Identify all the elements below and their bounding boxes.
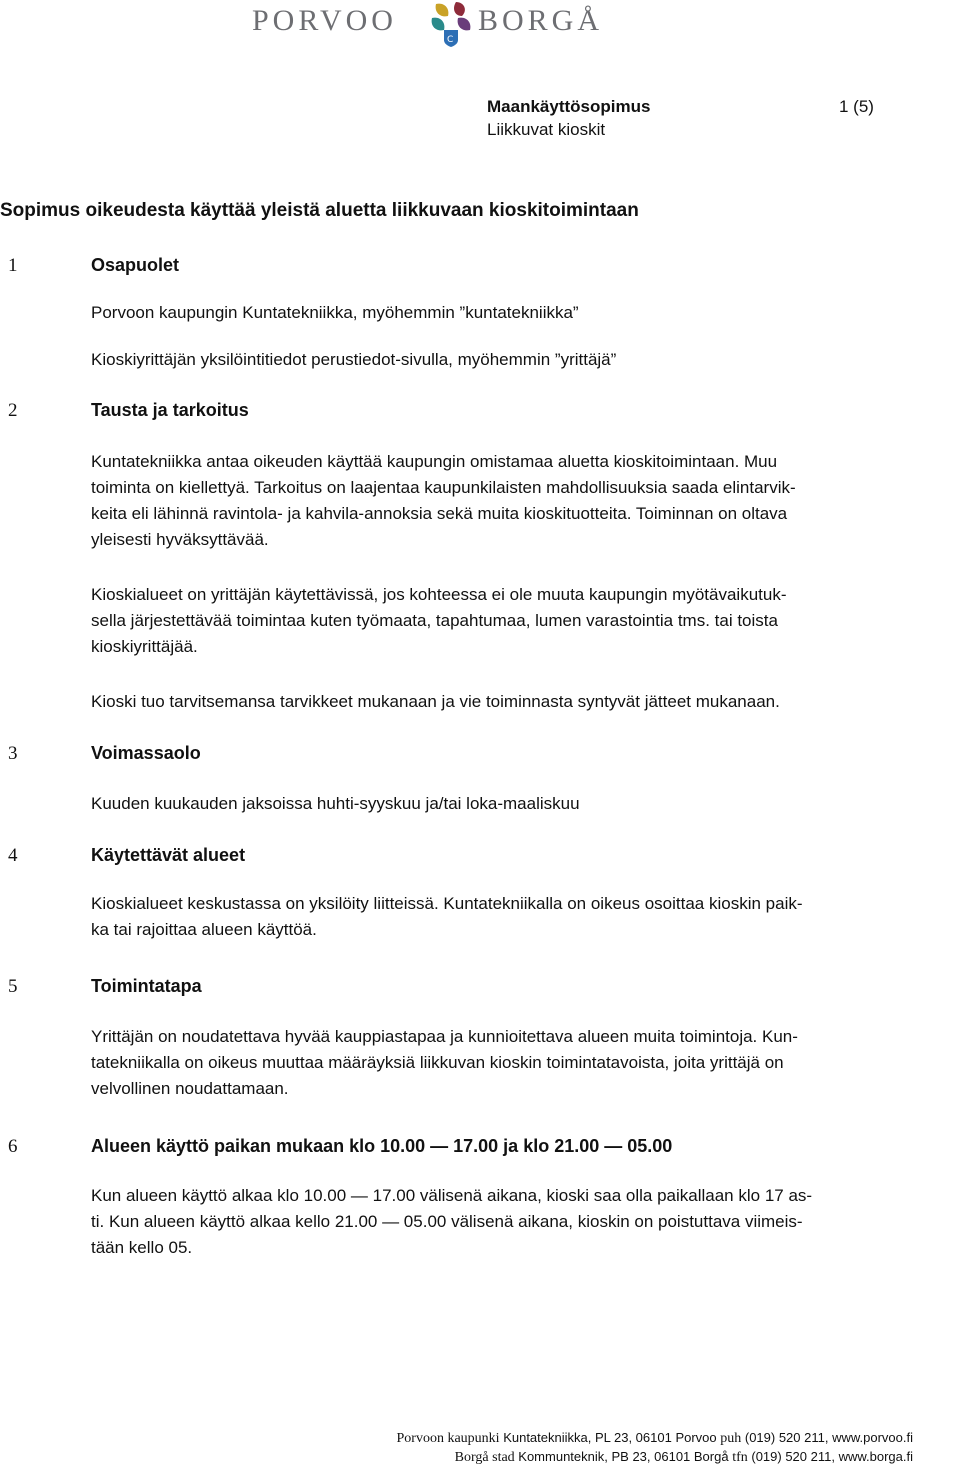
footer-org-sv: Borgå stad <box>454 1450 515 1465</box>
page-number: 1 (5) <box>839 97 874 116</box>
section-number: 6 <box>8 1136 18 1157</box>
section-number: 5 <box>8 976 18 997</box>
text-line: Kioskiyrittäjän yksilöintitiedot perustiedot-sivulla, myöhemmin ”yrittäjä” <box>91 350 617 369</box>
text-line: toiminta on kiellettyä. Tarkoitus on laajentaa kaupunkilaisten mahdollisuuksia saada elintarvik- <box>91 478 796 497</box>
paragraph <box>91 689 941 715</box>
footer-phone-label-sv: tfn <box>732 1450 748 1465</box>
paragraph <box>91 791 941 817</box>
svg-text:C: C <box>447 35 454 45</box>
paragraph <box>91 347 941 373</box>
footer-line-sv <box>455 1449 913 1466</box>
paragraph <box>91 582 941 660</box>
text-line: tään kello 05. <box>91 1238 193 1257</box>
text-line: sella järjestettävää toimintaa kuten työmaata, tapahtumaa, lumen varastointia tms. tai toista <box>91 611 778 630</box>
document-title: Maankäyttösopimus <box>487 97 651 116</box>
city-emblem-icon <box>424 0 478 48</box>
text-line: ka tai rajoittaa alueen käyttöä. <box>91 920 317 939</box>
footer-address-sv: Kommunteknik, PB 23, 06101 Borgå <box>514 1449 733 1464</box>
text-line: Yrittäjän on noudatettava hyvää kauppiastapaa ja kunnioitettava alueen muita toimintoja. Kun- <box>91 1027 798 1046</box>
paragraph <box>91 1183 941 1261</box>
paragraph <box>91 300 941 326</box>
footer-contact-fi: (019) 520 211, www.porvoo.fi <box>741 1430 913 1445</box>
text-line: Kioskialueet keskustassa on yksilöity liitteissä. Kuntatekniikalla on oikeus osoittaa kioskin paik- <box>91 894 803 913</box>
footer-contact-sv: (019) 520 211, www.borga.fi <box>747 1449 913 1464</box>
section-title: Voimassaolo <box>91 743 201 763</box>
section-title: Tausta ja tarkoitus <box>91 400 249 420</box>
footer-phone-label-fi: puh <box>720 1431 742 1446</box>
section-title: Toimintatapa <box>91 976 202 996</box>
text-line: velvollinen noudattamaan. <box>91 1079 289 1098</box>
text-line: Porvoon kaupungin Kuntatekniikka, myöhemmin ”kuntatekniikka” <box>91 303 579 322</box>
text-line: Kioski tuo tarvitsemansa tarvikkeet mukanaan ja vie toiminnasta syntyvät jätteet mukanaan. <box>91 692 780 711</box>
text-line: tatekniikalla on oikeus muuttaa määräyksiä liikkuvan kioskin toimintatavoista, joita yrittäjä on <box>91 1053 784 1072</box>
text-line: yleisesti hyväksyttävää. <box>91 530 269 549</box>
section-number: 3 <box>8 743 18 764</box>
logo-text-porvoo: PORVOO <box>252 4 397 37</box>
paragraph <box>91 449 941 553</box>
text-line: Kun alueen käyttö alkaa klo 10.00 — 17.00 välisenä aikana, kioski saa olla paikallaan klo 17 as- <box>91 1186 813 1205</box>
footer-address-fi: Kuntatekniikka, PL 23, 06101 Porvoo <box>499 1430 721 1445</box>
porvoo-borga-logo <box>248 0 628 48</box>
section-title: Alueen käyttö paikan mukaan klo 10.00 — 17.00 ja klo 21.00 — 05.00 <box>91 1136 673 1156</box>
section-number: 4 <box>8 845 18 866</box>
document-subtitle: Liikkuvat kioskit <box>487 120 606 139</box>
text-line: Kuuden kuukauden jaksoissa huhti-syyskuu ja/tai loka-maaliskuu <box>91 794 580 813</box>
text-line: keita eli lähinnä ravintola- ja kahvila-annoksia sekä muita kioskituotteita. Toiminnan on oltava <box>91 504 788 523</box>
section-title: Käytettävät alueet <box>91 845 246 865</box>
text-line: Kioskialueet on yrittäjän käytettävissä, jos kohteessa ei ole muuta kaupungin myötävaikutuk- <box>91 585 787 604</box>
logo-text-borga: BORGÅ <box>478 4 604 37</box>
text-line: ti. Kun alueen käyttö alkaa kello 21.00 — 05.00 välisenä aikana, kioskin on poistuttava viimeis- <box>91 1212 803 1231</box>
text-line: Kuntatekniikka antaa oikeuden käyttää kaupungin omistamaa aluetta kioskitoimintaan. Muu <box>91 452 778 471</box>
paragraph <box>91 1024 941 1102</box>
agreement-title: Sopimus oikeudesta käyttää yleistä aluetta liikkuvaan kioskitoimintaan <box>0 200 639 221</box>
paragraph <box>91 891 941 943</box>
section-title: Osapuolet <box>91 255 180 275</box>
section-number: 1 <box>8 255 18 276</box>
section-number: 2 <box>8 400 18 421</box>
footer-line-fi <box>397 1430 913 1447</box>
text-line: kioskiyrittäjää. <box>91 637 198 656</box>
footer-org-fi: Porvoon kaupunki <box>396 1431 500 1446</box>
